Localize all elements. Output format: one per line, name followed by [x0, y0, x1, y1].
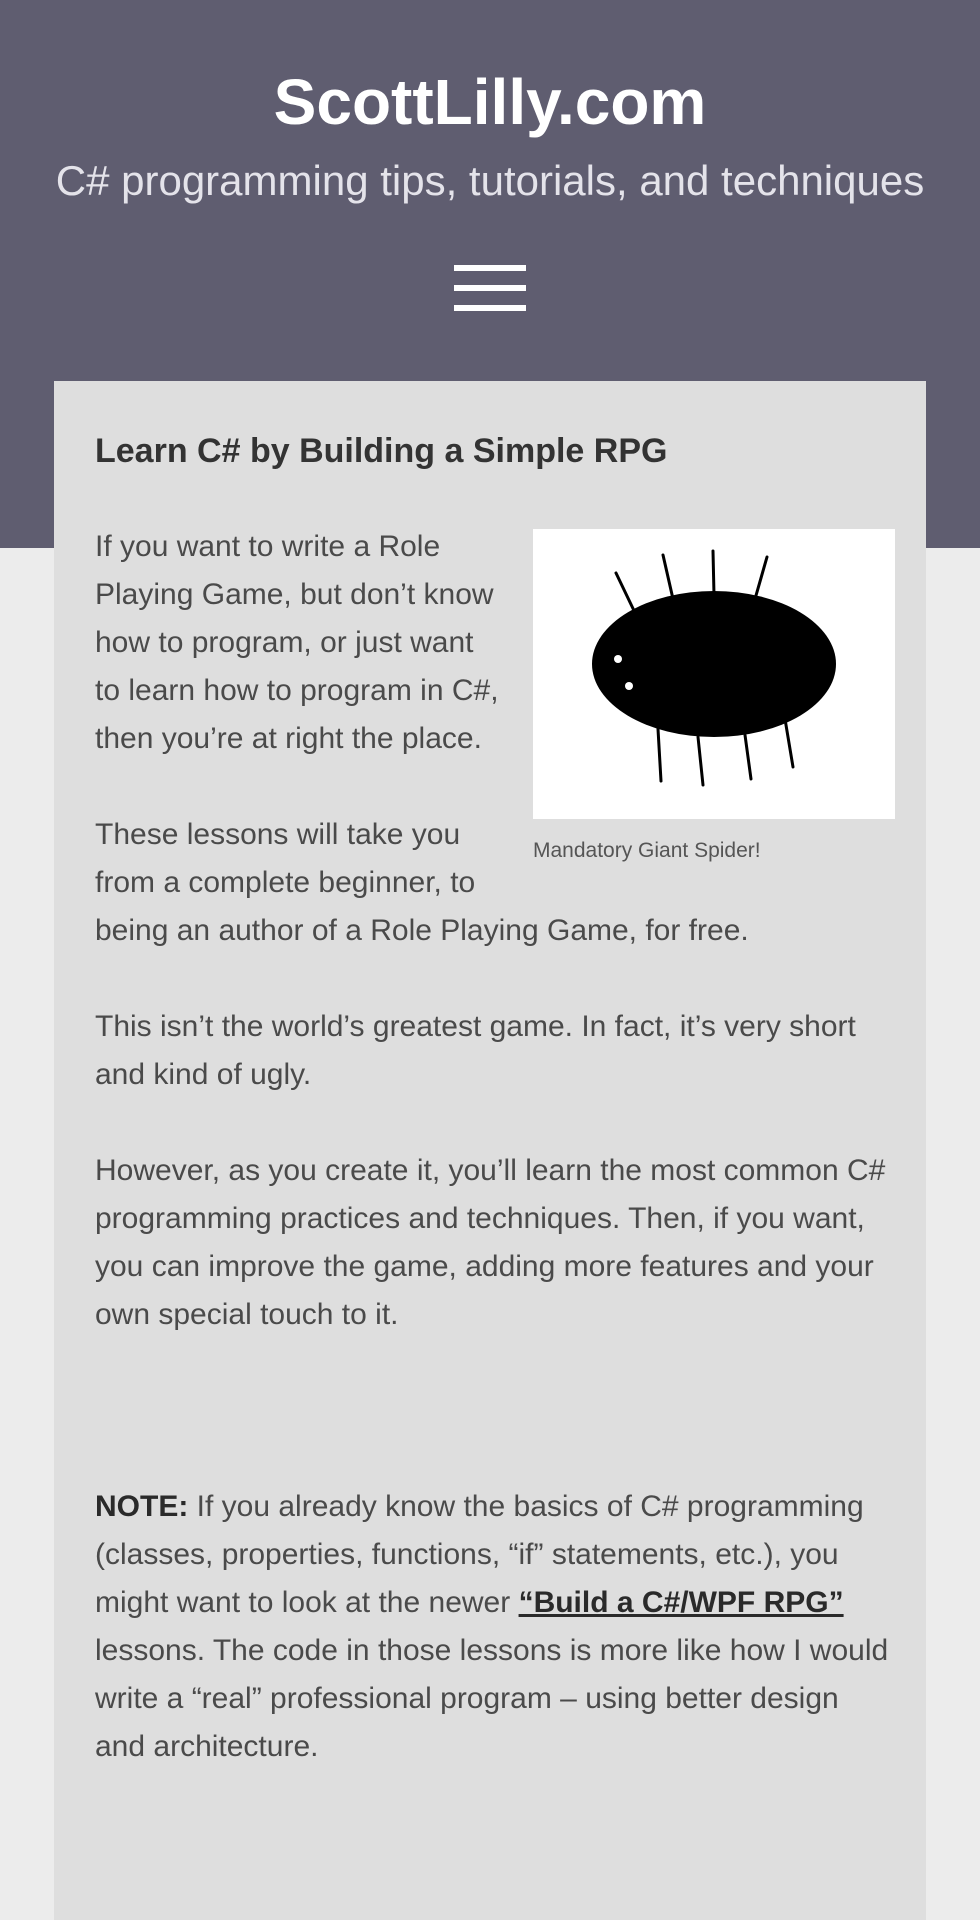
- learning-paragraph: However, as you create it, you’ll learn the most common C# programming practices and techniques. Then, if you want, you can improve the game, adding more features and your own special touch to it.: [95, 1154, 886, 1331]
- post-title: Learn C# by Building a Simple RPG: [95, 432, 668, 470]
- menu-bar-middle: [454, 285, 526, 291]
- wpf-rpg-lessons-link[interactable]: “Build a C#/WPF RPG”: [518, 1586, 844, 1619]
- hamburger-menu-icon[interactable]: [454, 262, 526, 314]
- post-figure: [533, 529, 895, 865]
- menu-bar-bottom: [454, 305, 526, 311]
- menu-bar-top: [454, 265, 526, 271]
- post-body: [95, 523, 895, 1819]
- giant-spider-illustration: [533, 529, 895, 819]
- intro-paragraph: If you want to write a Role Playing Game, but don’t know how to program, or just want to learn how to program in C#, then you’re at right the place.: [95, 530, 499, 755]
- note-label: NOTE:: [95, 1490, 189, 1523]
- site-tagline: C# programming tips, tutorials, and techniques: [55, 157, 925, 204]
- figure-caption: Mandatory Giant Spider!: [533, 839, 761, 862]
- lessons-paragraph: These lessons will take you from a complete beginner, to being an author of a Role Playing Game, for free.: [95, 818, 749, 947]
- game-description-paragraph: This isn’t the world’s greatest game. In fact, it’s very short and kind of ugly.: [95, 1010, 856, 1091]
- content-card: [54, 381, 926, 1920]
- note-text-before-link: If you already know the basics of C# programming (classes, properties, functions, “if” statements, etc.), you might want to look at the newer: [95, 1490, 864, 1619]
- note-paragraph: [95, 1483, 895, 1771]
- spacer: [95, 1387, 895, 1483]
- site-title-link[interactable]: ScottLilly.com: [273, 66, 707, 138]
- note-text-after-link: lessons. The code in those lessons is more like how I would write a “real” professional program – using better design and architecture.: [95, 1634, 889, 1763]
